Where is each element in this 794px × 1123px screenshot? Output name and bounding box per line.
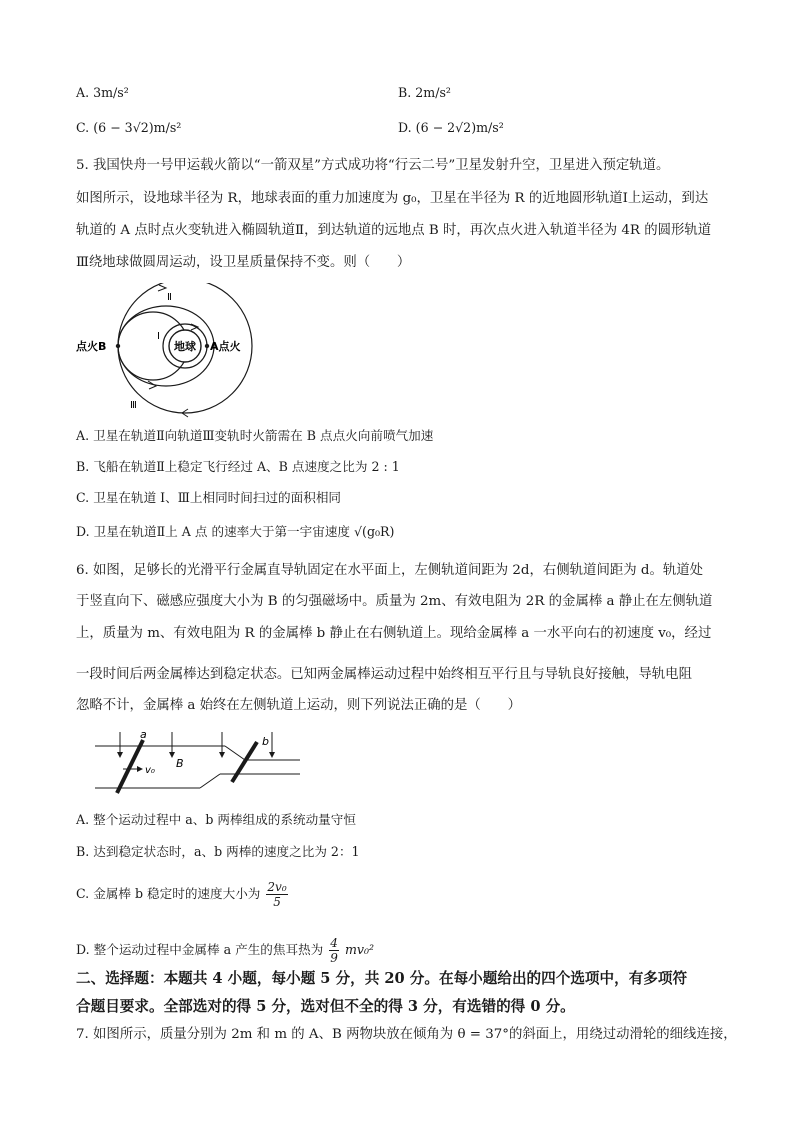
orbit-2-label: Ⅱ (167, 292, 172, 303)
option-d: D. (6 − 2√2)m/s² (398, 120, 504, 135)
q5-line-4: Ⅲ绕地球做圆周运动，设卫星质量保持不变。则（ ） (76, 255, 411, 270)
q6-option-d (76, 936, 374, 965)
orbit-3-label: Ⅲ (130, 400, 137, 411)
q5-option-d: D. 卫星在轨道Ⅱ上 A 点 的速率大于第一宇宙速度 √(g₀R) (76, 524, 395, 539)
q6-option-c (76, 880, 290, 909)
q6-option-d-denominator: 9 (330, 951, 338, 965)
option-c: C. (6 − 3√2)m/s² (76, 120, 182, 135)
field-label: B (176, 757, 184, 770)
q6-option-c-text: C. 金属棒 b 稳定时的速度大小为 (76, 886, 261, 901)
rod-b-label: b (262, 735, 269, 748)
arrow-orbit-3 (158, 285, 166, 291)
q6-line-2: 于竖直向下、磁感应强度大小为 B 的匀强磁场中。质量为 2m、有效电阻为 2R 的金属棒 a 静止在左侧轨道 (76, 594, 713, 609)
orbit-figure (70, 283, 270, 418)
q5-line-1: 5. 我国快舟一号甲运载火箭以“一箭双星”方式成功将“行云二号”卫星发射升空，卫星进入预定轨道。 (76, 158, 670, 173)
q6-option-c-fraction (266, 880, 287, 909)
rail-top-step (225, 746, 245, 760)
q7-line-1: 7. 如图所示，质量分别为 2m 和 m 的 A、B 两物块放在倾角为 θ = 37°的斜面上，用绕过动滑轮的细线连接， (76, 1027, 737, 1042)
option-b: B. 2m/s² (398, 85, 451, 100)
q6-line-5: 忽略不计，金属棒 a 始终在左侧轨道上运动，则下列说法正确的是（ ） (76, 698, 521, 713)
rod-a (117, 740, 143, 793)
option-a: A. 3m/s² (76, 85, 129, 100)
rod-b (232, 742, 257, 782)
q6-option-d-fraction (329, 936, 339, 965)
q6-line-4: 一段时间后两金属棒达到稳定状态。已知两金属棒运动过程中始终相互平行且与导轨良好接触，导轨电阻 (76, 667, 692, 682)
q5-option-c: C. 卫星在轨道 I、Ⅲ上相同时间扫过的面积相同 (76, 490, 342, 505)
q6-option-d-numerator: 4 (330, 936, 338, 950)
q6-option-b: B. 达到稳定状态时，a、b 两棒的速度之比为 2：1 (76, 844, 360, 859)
q6-line-3: 上，质量为 m、有效电阻为 R 的金属棒 b 静止在右侧轨道上。现给金属棒 a 一水平向右的初速度 v₀，经过 (76, 626, 712, 641)
rod-a-label: a (140, 730, 147, 741)
rail-figure (95, 730, 305, 795)
q5-option-b: B. 飞船在轨道Ⅱ上稳定飞行经过 A、B 点速度之比为 2 : 1 (76, 459, 400, 474)
q6-line-1: 6. 如图，足够长的光滑平行金属直导轨固定在水平面上，左侧轨道间距为 2d，右侧轨道间距为 d。轨道处 (76, 563, 704, 578)
q6-option-c-numerator: 2v₀ (267, 880, 287, 894)
point-b-label: 点火B (76, 340, 107, 353)
q6-option-d-text: D. 整个运动过程中金属棒 a 产生的焦耳热为 (76, 942, 324, 957)
arrow-orbit-1 (191, 324, 198, 330)
point-a-label: A点火 (210, 340, 241, 353)
section-2-line-2: 合题目要求。全部选对的得 5 分，选对但不全的得 3 分，有选错的得 0 分。 (76, 998, 575, 1015)
velocity-label: v₀ (145, 765, 155, 776)
q5-line-3: 轨道的 A 点时点火变轨进入椭圆轨道Ⅱ，到达轨道的远地点 B 时，再次点火进入轨道半径为 4R 的圆形轨道 (76, 223, 712, 238)
q5-option-a: A. 卫星在轨道Ⅱ向轨道Ⅲ变轨时火箭需在 B 点点火向前喷气加速 (76, 428, 434, 443)
q6-option-d-tail: mv₀² (344, 942, 375, 957)
q6-option-c-denominator: 5 (273, 895, 281, 909)
q5-line-2: 如图所示，设地球半径为 R，地球表面的重力加速度为 g₀，卫星在半径为 R 的近地圆形轨道Ⅰ上运动，到达 (76, 191, 709, 206)
earth-label: 地球 (174, 340, 196, 353)
arrow-orbit-2 (148, 381, 156, 389)
point-a-dot (205, 344, 209, 348)
point-b-dot (116, 344, 120, 348)
orbit-1-label: I (157, 331, 160, 342)
rail-bottom-step (200, 774, 220, 788)
section-2-line-1: 二、选择题：本题共 4 小题，每小题 5 分，共 20 分。在每小题给出的四个选项中，有多项符 (76, 970, 688, 987)
q6-option-a: A. 整个运动过程中 a、b 两棒组成的系统动量守恒 (76, 812, 356, 827)
